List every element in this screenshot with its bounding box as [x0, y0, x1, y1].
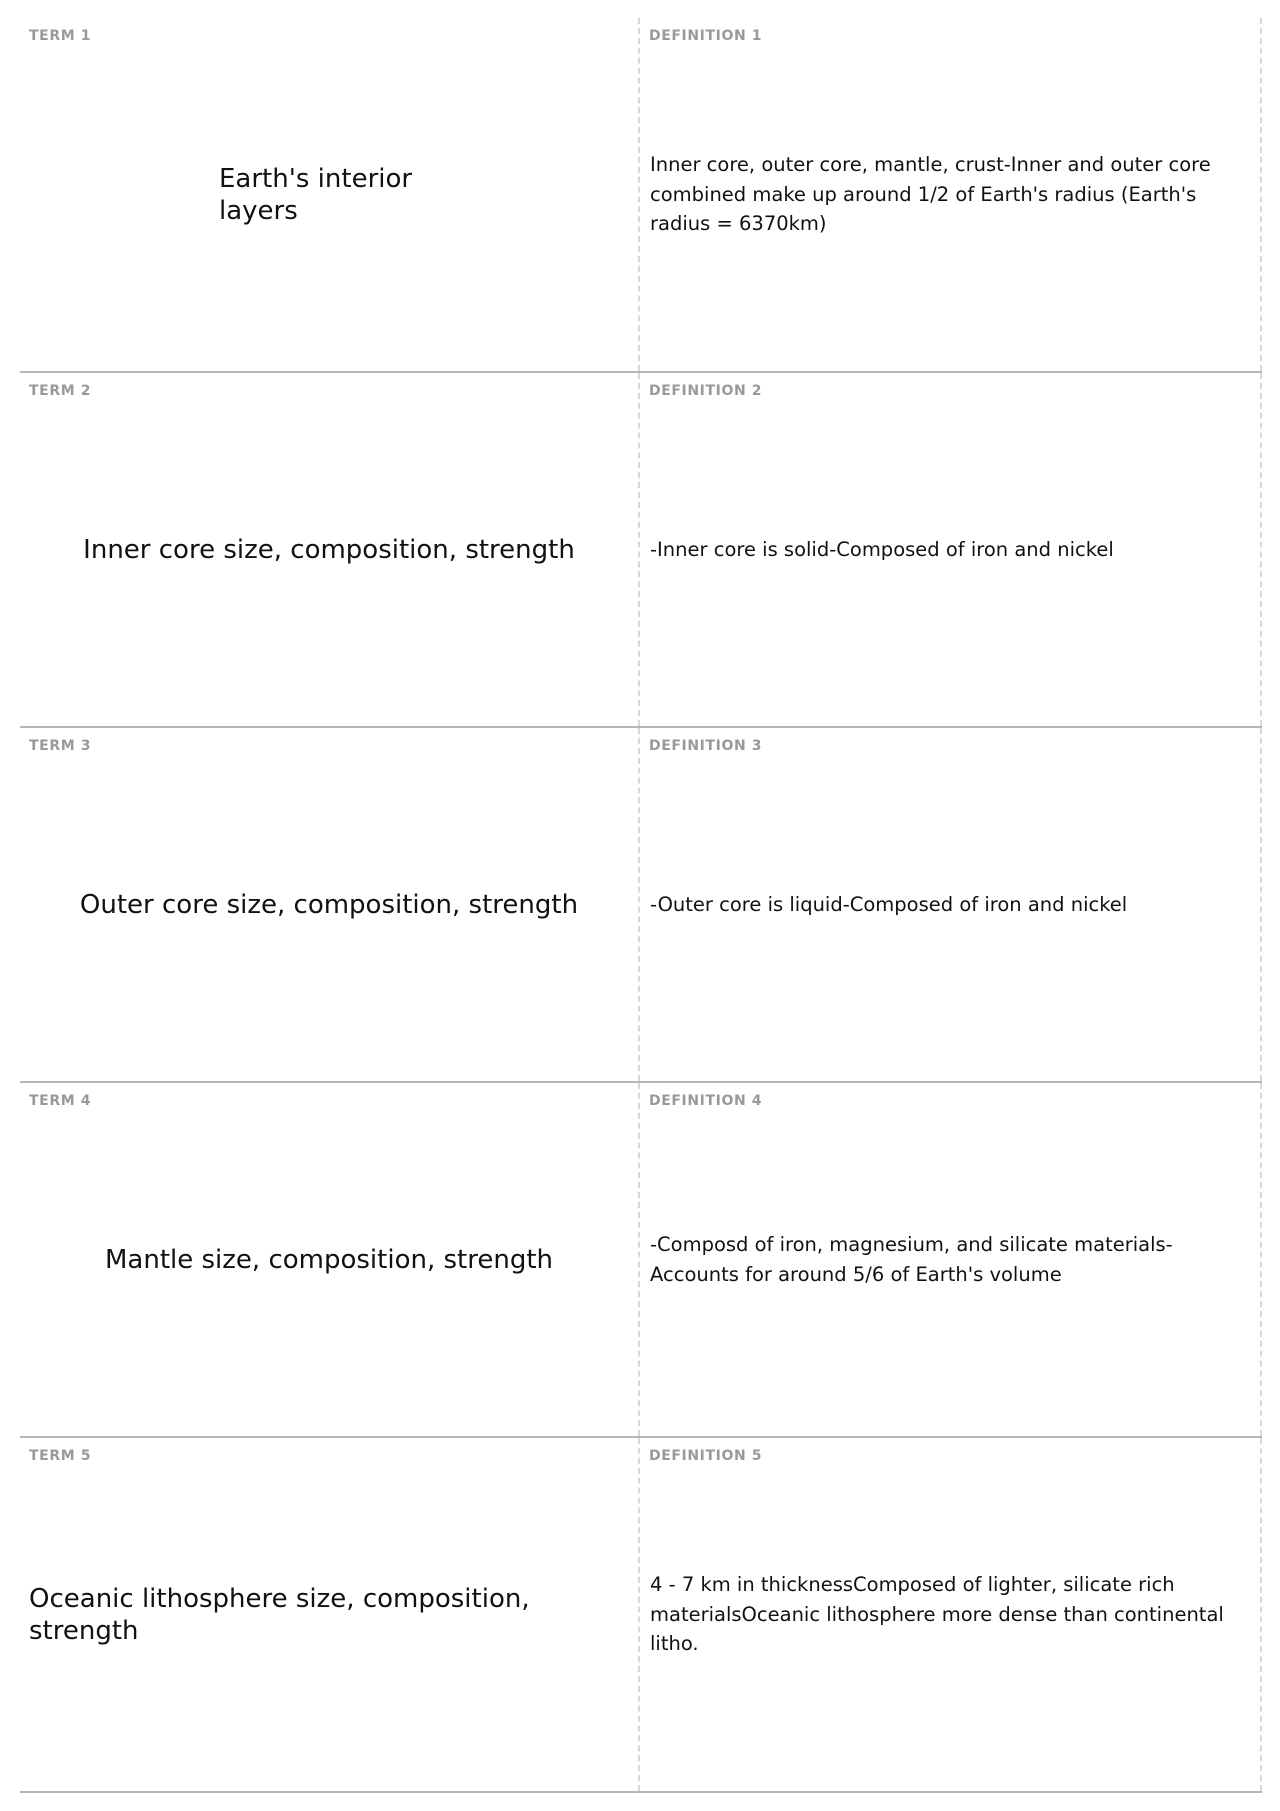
- term-cell: [20, 728, 640, 1081]
- definition-label: DEFINITION 3: [649, 738, 763, 754]
- term-cell: [20, 18, 640, 371]
- definition-text: [650, 728, 1236, 1081]
- term-text: [29, 1083, 629, 1436]
- definition-text-value: Inner core, outer core, mantle, crust-Inner and outer core combined make up around 1/2 of Earth's radius (Earth's radius = 6370km): [650, 153, 1211, 236]
- definition-text: [650, 18, 1236, 371]
- term-cell: [20, 1083, 640, 1436]
- definition-text: [650, 373, 1236, 726]
- term-label: TERM 1: [29, 28, 92, 44]
- term-text-value: Earth's interior layers: [219, 163, 413, 226]
- flashcard-row: [20, 1083, 1262, 1438]
- definition-cell: [640, 1438, 1262, 1791]
- term-label: TERM 2: [29, 383, 92, 399]
- term-text-value: Outer core size, composition, strength: [79, 889, 579, 920]
- definition-text: [650, 1083, 1236, 1436]
- definition-text-value: -Inner core is solid-Composed of iron and nickel: [650, 537, 1114, 561]
- term-cell: [20, 373, 640, 726]
- definition-cell: [640, 373, 1262, 726]
- term-text: [29, 18, 629, 371]
- term-text-value: Oceanic lithosphere size, composition, strength: [29, 1583, 530, 1646]
- definition-label: DEFINITION 4: [649, 1093, 763, 1109]
- term-text: [29, 1438, 629, 1791]
- term-text: [29, 728, 629, 1081]
- flashcard-row: [20, 18, 1262, 373]
- term-cell: [20, 1438, 640, 1791]
- definition-cell: [640, 1083, 1262, 1436]
- definition-text-value: 4 - 7 km in thicknessComposed of lighter, silicate rich materialsOceanic lithosphere more dense than continental litho.: [650, 1573, 1224, 1656]
- term-text-value: Mantle size, composition, strength: [104, 1244, 554, 1275]
- flashcard-row: [20, 373, 1262, 728]
- definition-cell: [640, 18, 1262, 371]
- term-text: [29, 373, 629, 726]
- term-label: TERM 5: [29, 1448, 92, 1464]
- definition-label: DEFINITION 1: [649, 28, 763, 44]
- flashcard-row: [20, 1438, 1262, 1793]
- definition-cell: [640, 728, 1262, 1081]
- flashcard-sheet: [20, 18, 1262, 1793]
- definition-text-value: -Composd of iron, magnesium, and silicate materials-Accounts for around 5/6 of Earth's volume: [650, 1233, 1173, 1286]
- definition-text: [650, 1438, 1236, 1791]
- term-text-value: Inner core size, composition, strength: [83, 534, 575, 565]
- term-label: TERM 3: [29, 738, 92, 754]
- definition-text-value: -Outer core is liquid-Composed of iron and nickel: [650, 892, 1128, 916]
- definition-label: DEFINITION 2: [649, 383, 763, 399]
- flashcard-row: [20, 728, 1262, 1083]
- term-label: TERM 4: [29, 1093, 92, 1109]
- definition-label: DEFINITION 5: [649, 1448, 763, 1464]
